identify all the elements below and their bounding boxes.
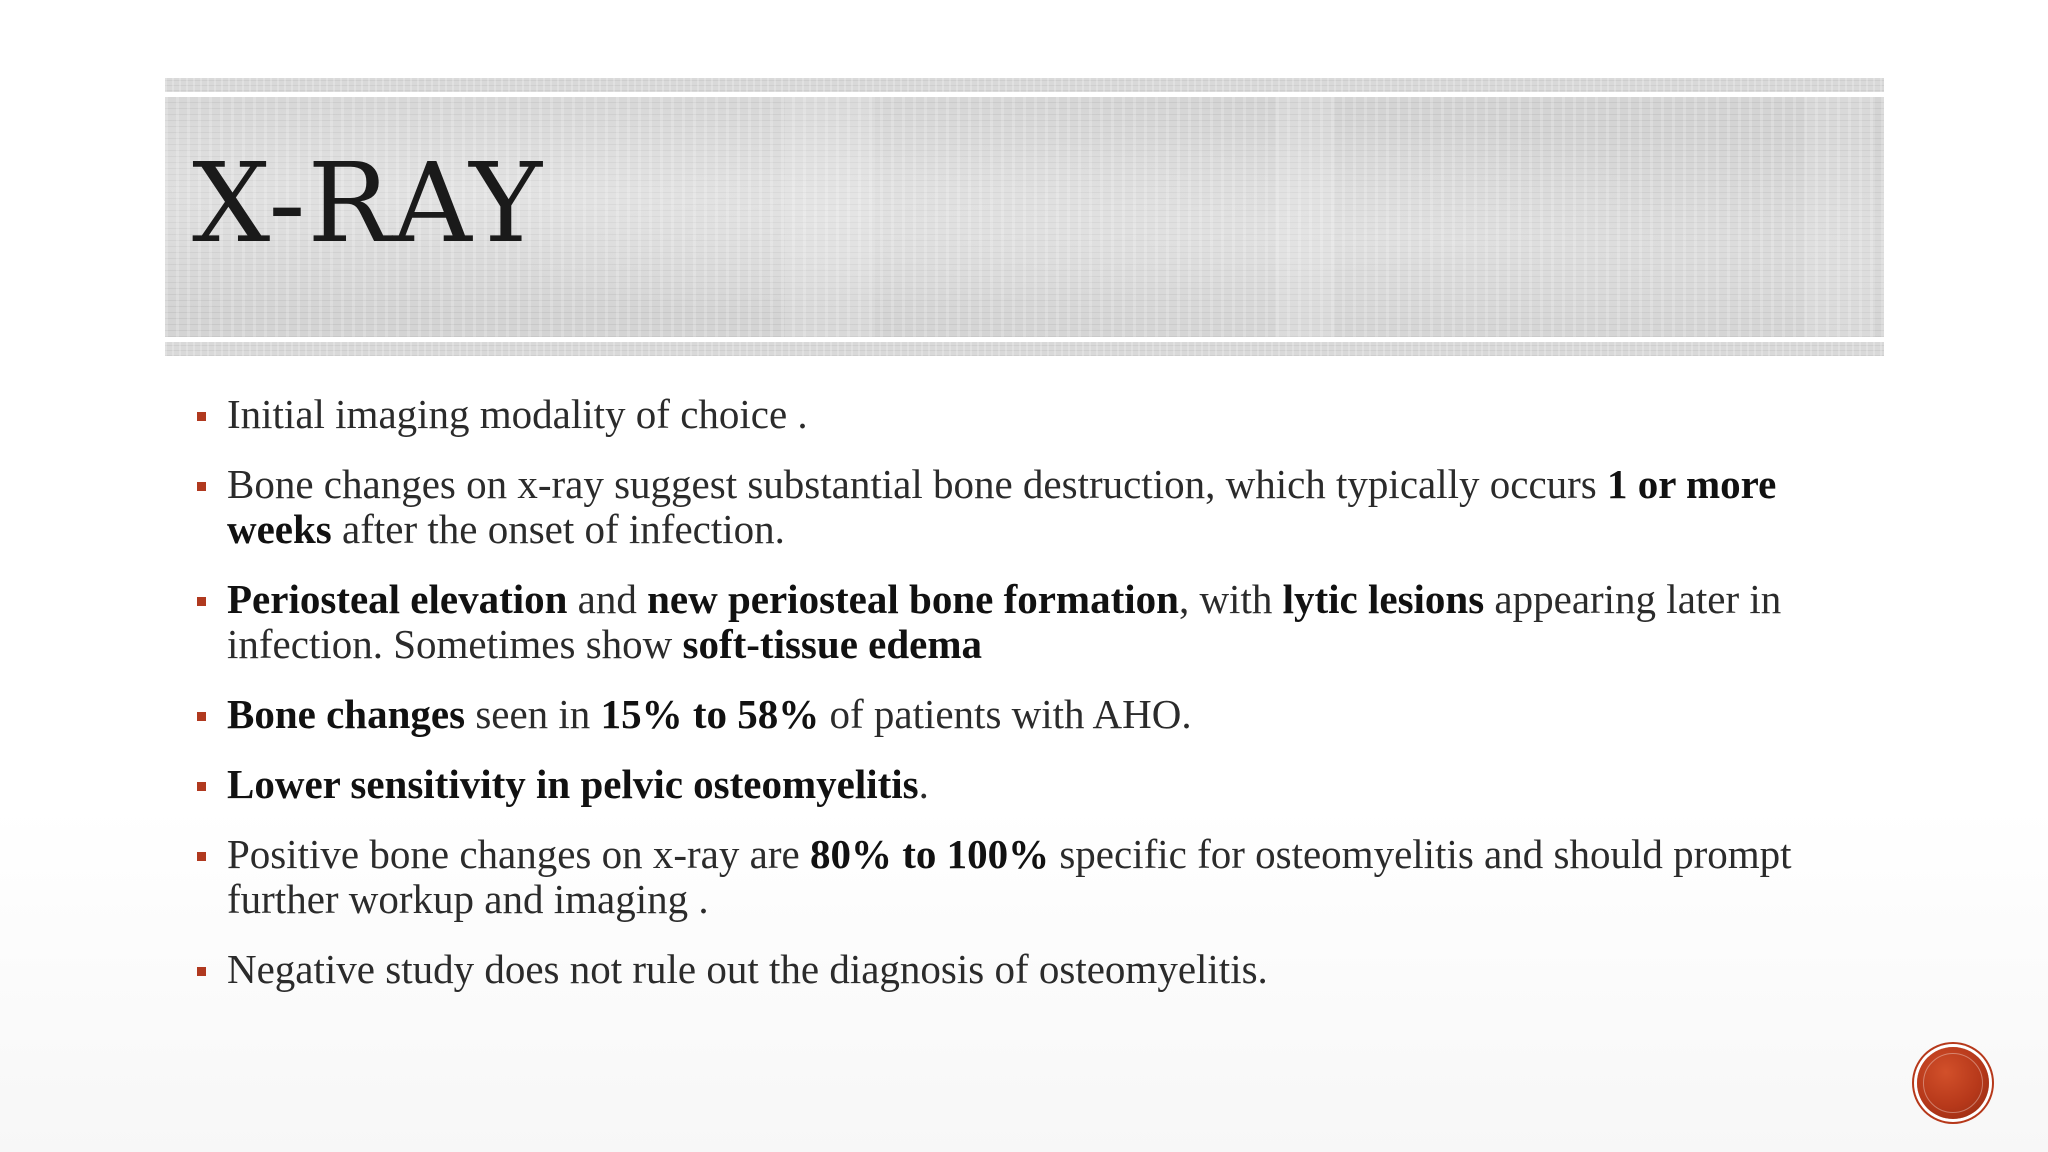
- bullet-text: specific for osteomyelitis and should prompt further workup and imaging .: [227, 831, 1792, 922]
- bullet-text: seen in: [465, 691, 601, 737]
- slide-title: X-RAY: [192, 139, 544, 267]
- bullet-text: Bone changes on x-ray suggest substantial bone destruction, which typically occurs: [227, 461, 1608, 507]
- bullet-text: after the onset of infection.: [331, 506, 785, 552]
- bullet-square-icon: [197, 852, 206, 861]
- bullet-text: Negative study does not rule out the diagnosis of osteomyelitis.: [227, 946, 1268, 992]
- bullet-emphasis: 1 or more weeks: [227, 461, 1777, 552]
- bullet-list: [195, 392, 1795, 1017]
- bullet-emphasis: Lower sensitivity in pelvic osteomyelitis: [227, 761, 919, 807]
- bullet-square-icon: [197, 412, 206, 421]
- bullet-text: Initial imaging modality of choice .: [227, 391, 808, 437]
- bullet-text: Positive bone changes on x-ray are: [227, 831, 810, 877]
- circle-button-icon: [1923, 1053, 1983, 1113]
- bullet-item: [195, 832, 1795, 922]
- bullet-emphasis: Periosteal elevation: [227, 576, 568, 622]
- bullet-item: [195, 762, 1795, 807]
- bullet-square-icon: [197, 712, 206, 721]
- bullet-emphasis: lytic lesions: [1282, 576, 1485, 622]
- bullet-emphasis: Bone changes: [227, 691, 466, 737]
- bullet-item: [195, 947, 1795, 992]
- bullet-item: [195, 462, 1795, 552]
- bullet-square-icon: [197, 597, 206, 606]
- bullet-emphasis: 80% to 100%: [809, 831, 1050, 877]
- bullet-square-icon: [197, 782, 206, 791]
- bullet-item: [195, 692, 1795, 737]
- bullet-emphasis: 15% to 58%: [600, 691, 820, 737]
- bullet-square-icon: [197, 482, 206, 491]
- next-slide-button[interactable]: [1917, 1047, 1989, 1119]
- bullet-text: of patients with AHO.: [819, 691, 1192, 737]
- bullet-emphasis: new periosteal bone formation: [647, 576, 1179, 622]
- bullet-text: appearing later in infection. Sometimes show: [227, 576, 1782, 667]
- bullet-item: [195, 577, 1795, 667]
- bullet-text: .: [918, 761, 929, 807]
- bullet-square-icon: [197, 967, 206, 976]
- bullet-emphasis: soft-tissue edema: [682, 621, 982, 667]
- bullet-text: and: [567, 576, 648, 622]
- bullet-item: [195, 392, 1795, 437]
- banner-bottom-rule: [165, 337, 1884, 342]
- bullet-text: , with: [1178, 576, 1283, 622]
